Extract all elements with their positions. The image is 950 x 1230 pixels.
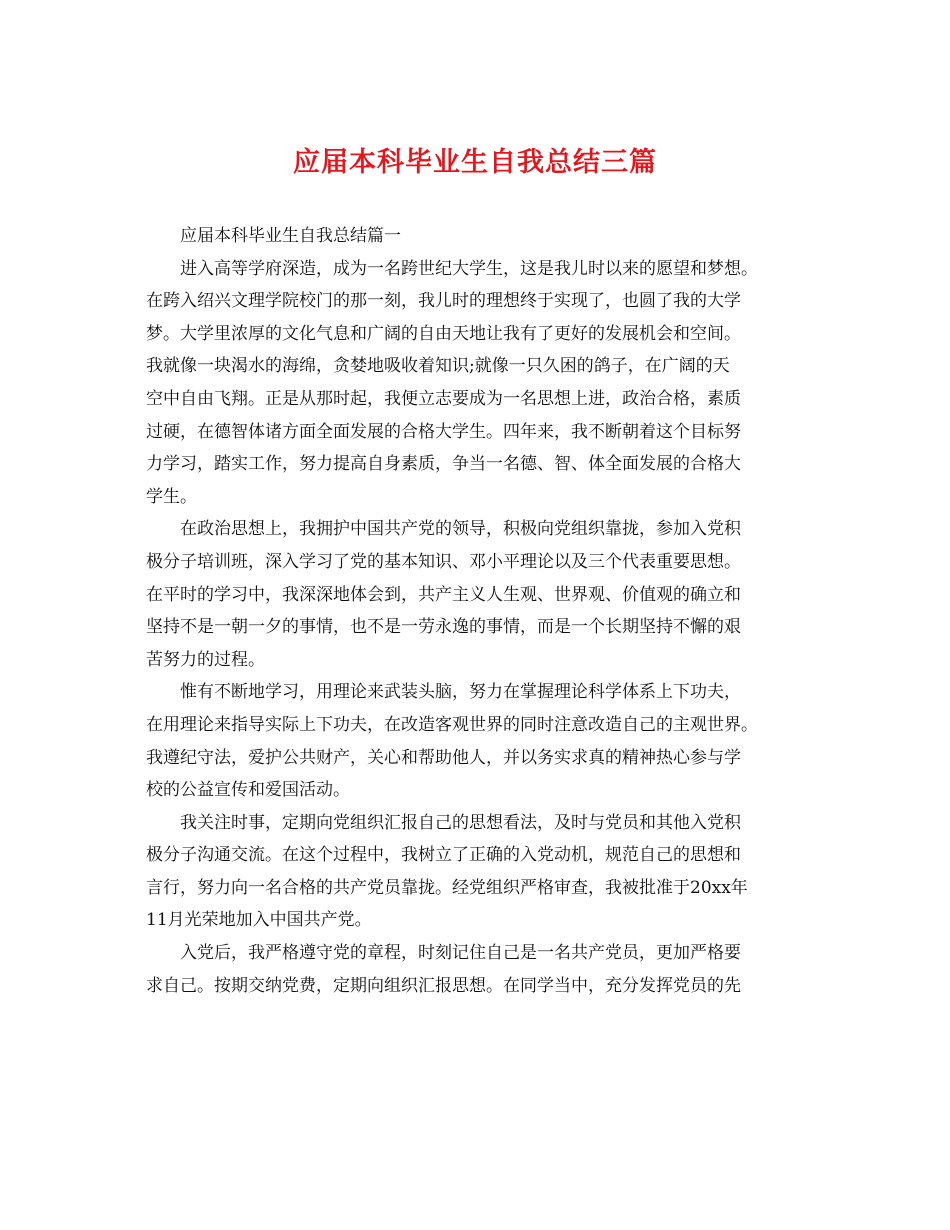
paragraph — [146, 676, 810, 806]
text-line: 求自己。按期交纳党费，定期向组织汇报思想。在同学当中，充分发挥党员的先 — [146, 975, 741, 996]
text-line: 我遵纪守法，爱护公共财产，关心和帮助他人，并以务实求真的精神热心参与学 — [146, 747, 741, 768]
paragraph — [146, 253, 810, 514]
text-line: 空中自由飞翔。正是从那时起，我便立志要成为一名思想上进，政治合格，素质 — [146, 388, 741, 409]
text-line: 在政治思想上，我拥护中国共产党的领导，积极向党组织靠拢，参加入党积 — [180, 519, 741, 540]
text-line: 在跨入绍兴文理学院校门的那一刻，我儿时的理想终于实现了，也圆了我的大学 — [146, 291, 741, 312]
text-line: 坚持不是一朝一夕的事情，也不是一劳永逸的事情，而是一个长期坚持不懈的艰 — [146, 617, 741, 638]
text-line: 学生。 — [146, 486, 197, 507]
text-line: 在用理论来指导实际上下功夫，在改造客观世界的同时注意改造自己的主观世界。 — [146, 714, 758, 735]
paragraph — [146, 513, 810, 676]
text-line: 惟有不断地学习，用理论来武装头脑，努力在掌握理论科学体系上下功夫， — [180, 682, 741, 703]
paragraph — [146, 937, 810, 1002]
text-line: 苦努力的过程。 — [146, 649, 265, 670]
document-body — [146, 220, 810, 1002]
text-line: 极分子沟通交流。在这个过程中，我树立了正确的入党动机，规范自己的思想和 — [146, 845, 741, 866]
text-line: 进入高等学府深造，成为一名跨世纪大学生，这是我儿时以来的愿望和梦想。 — [180, 258, 758, 279]
text-line: 入党后，我严格遵守党的章程，时刻记住自己是一名共产党员，更加严格要 — [180, 943, 741, 964]
text-line: 力学习，踏实工作，努力提高自身素质，争当一名德、智、体全面发展的合格大 — [146, 454, 741, 475]
text-line: 极分子培训班，深入学习了党的基本知识、邓小平理论以及三个代表重要思想。 — [146, 551, 741, 572]
text-line: 11月光荣地加入中国共产党。 — [146, 910, 372, 931]
text-line: 我就像一块渴水的海绵，贪婪地吸收着知识;就像一只久困的鸽子，在广阔的天 — [146, 356, 730, 377]
text-line: 言行，努力向一名合格的共产党员靠拢。经党组织严格审查，我被批准于20xx年 — [146, 877, 748, 898]
text-line: 在平时的学习中，我深深地体会到，共产主义人生观、世界观、价值观的确立和 — [146, 584, 741, 605]
paragraph-section-heading — [146, 220, 810, 253]
text-line: 应届本科毕业生自我总结篇一 — [180, 226, 401, 246]
document-title: 应届本科毕业生自我总结三篇 — [293, 147, 657, 178]
text-line: 过硬，在德智体诸方面全面发展的合格大学生。四年来，我不断朝着这个目标努 — [146, 421, 741, 442]
text-line: 校的公益宣传和爱国活动。 — [146, 780, 350, 801]
paragraph — [146, 807, 810, 937]
text-line: 我关注时事，定期向党组织汇报自己的思想看法，及时与党员和其他入党积 — [180, 812, 741, 833]
text-line: 梦。大学里浓厚的文化气息和广阔的自由天地让我有了更好的发展机会和空间。 — [146, 323, 741, 344]
